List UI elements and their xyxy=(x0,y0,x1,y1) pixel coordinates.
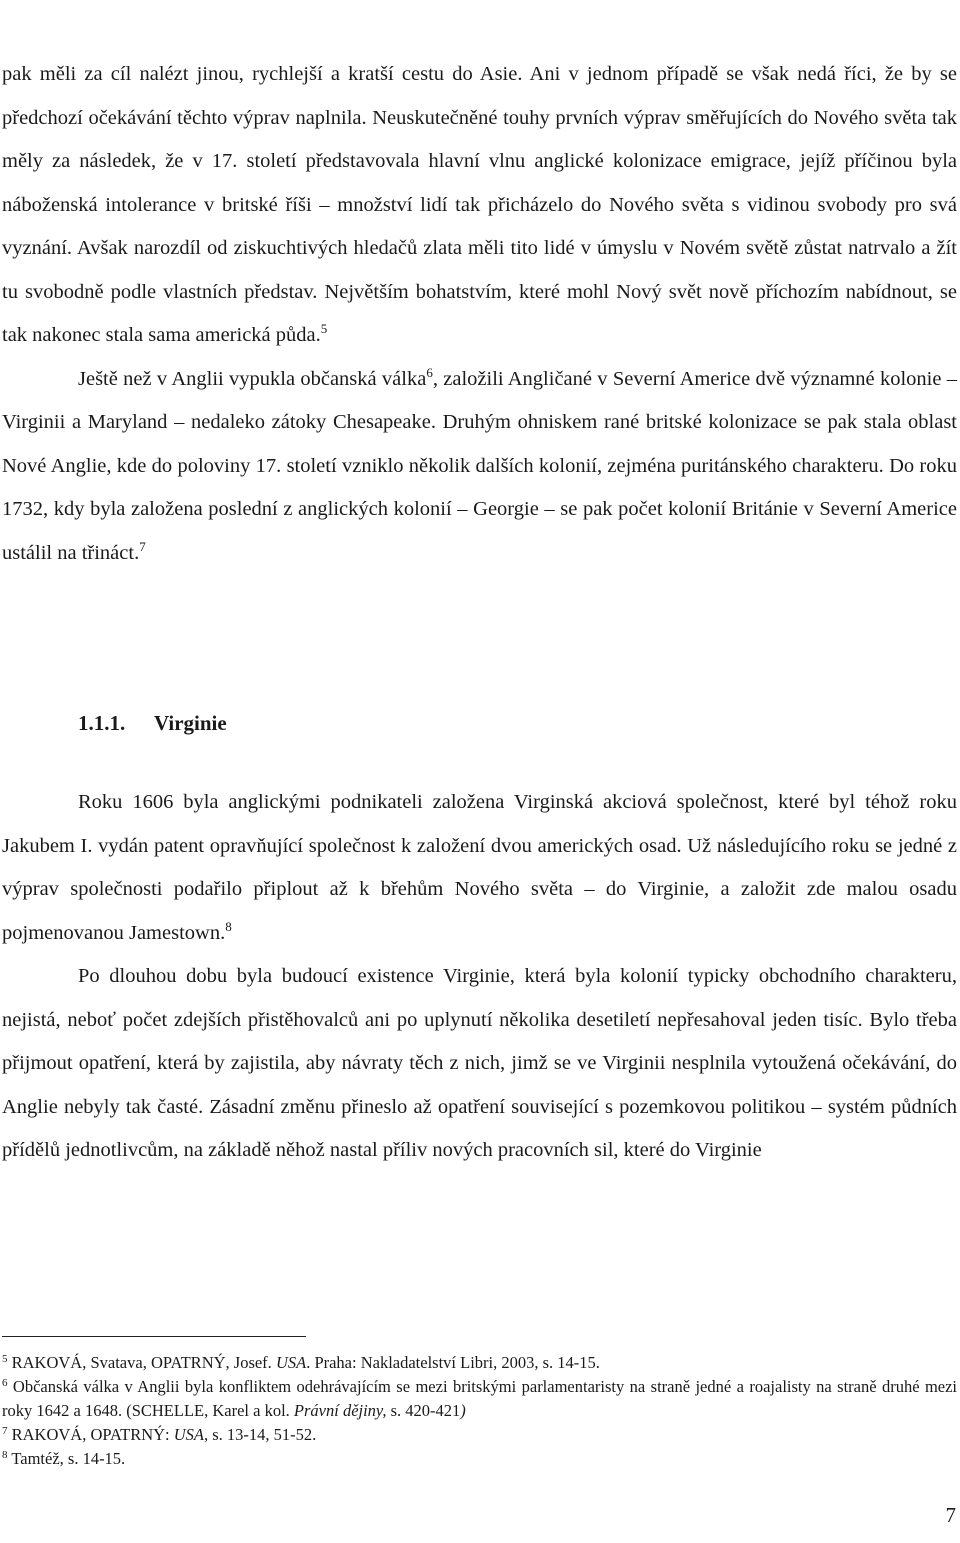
footnote-ref-7[interactable]: 7 xyxy=(139,538,146,554)
body-block-top xyxy=(2,53,957,575)
footnote-ref-8[interactable]: 8 xyxy=(225,918,232,934)
footnote-7: $^7$ RAKOVÁ, OPATRNÝ: USA, s. 13-14, 51-52. xyxy=(2,1425,317,1444)
section-number: 1.1.1. xyxy=(78,711,126,735)
footnote-5: $^5$ RAKOVÁ, Svatava, OPATRNÝ, Josef. USA. Praha: Nakladatelství Libri, 2003, s. 14-15. xyxy=(2,1353,600,1372)
footnotes xyxy=(2,1351,957,1471)
section-heading xyxy=(78,711,227,736)
footnote-ref-6[interactable]: 6 xyxy=(426,364,433,380)
section-title: Virginie xyxy=(154,711,227,735)
paragraph-1: pak měli za cíl nalézt jinou, rychlejší a kratší cestu do Asie. Ani v jednom případě se však nedá říci, že by se předchozí očekávání těchto výprav naplnila. Neuskutečněné touhy prvních výprav směřujících do Nového světa tak měly za následek, že v 17. století představovala hlavní vlnu anglické kolonizace emigrace, jejíž příčinou byla náboženská intolerance v britské říši – množství lidí tak přicházelo do Nového světa s vidinou svobody pro svá vyznání. Avšak narozdíl od ziskuchtivých hledačů zlata měli tito lidé v úmyslu v Novém světě zůstat natrvalo a žít tu svobodně podle vlastních představ. Největším bohatstvím, které mohl Nový svět nově příchozím nabídnout, se tak nakonec stala sama americká půda.$^5$ xyxy=(2,63,957,346)
footnote-ref-5[interactable]: 5 xyxy=(320,321,328,336)
footnote-8: $^8$ Tamtéž, s. 14-15. xyxy=(2,1449,126,1468)
paragraph-3: Roku 1606 byla anglickými podnikateli založena Virginská akciová společnost, které byl téhož roku Jakubem I. vydán patent opravňující společnost k založení dvou amerických osad. Už následujícího roku se jedné z výprav společnosti podařilo připlout až k břehům Nového světa – do Virginie, a založit zde malou osadu pojmenovanou Jamestown.$^8$ xyxy=(2,791,957,944)
paragraph-4: Po dlouhou dobu byla budoucí existence Virginie, která byla kolonií typicky obchodního charakteru, nejistá, neboť počet zdejších přistěhovalců ani po uplynutí několika desetiletí nepřesahoval jeden tisíc. Bylo třeba přijmout opatření, která by zajistila, aby návraty těch z nich, jimž se ve Virginii nesplnila vytoužená očekávání, do Anglie nebyly tak časté. Zásadní změnu přineslo až opatření související s pozemkovou politikou – systém půdních přídělů jednotlivcům, na základě něhož nastal příliv nových pracovních sil, které do Virginie xyxy=(2,965,957,1161)
body-block-bottom xyxy=(2,781,957,1173)
footnote-separator xyxy=(2,1336,306,1337)
footnote-6: $^6$ Občanská válka v Anglii byla konfliktem odehrávajícím se mezi britskými parlamentaristy na straně jedné a roajalisty na straně druhé mezi roky 1642 a 1648. (SCHELLE, Karel a kol. Právní dějiny, s. 420-421) xyxy=(2,1377,958,1420)
paragraph-2: Ještě než v Anglii vypukla občanská válka$^6$, založili Angličané v Severní Americe dvě významné kolonie – Virginii a Maryland – nedaleko zátoky Chesapeake. Druhým ohniskem rané britské kolonizace se pak stala oblast Nové Anglie, kde do poloviny 17. století vzniklo několik dalších kolonií, zejména puritánského charakteru. Do roku 1732, kdy byla založena poslední z anglických kolonií – Georgie – se pak počet kolonií Británie v Severní Americe ustálil na třináct.$^7$ xyxy=(2,364,957,564)
page-number: 7 xyxy=(945,1503,956,1527)
